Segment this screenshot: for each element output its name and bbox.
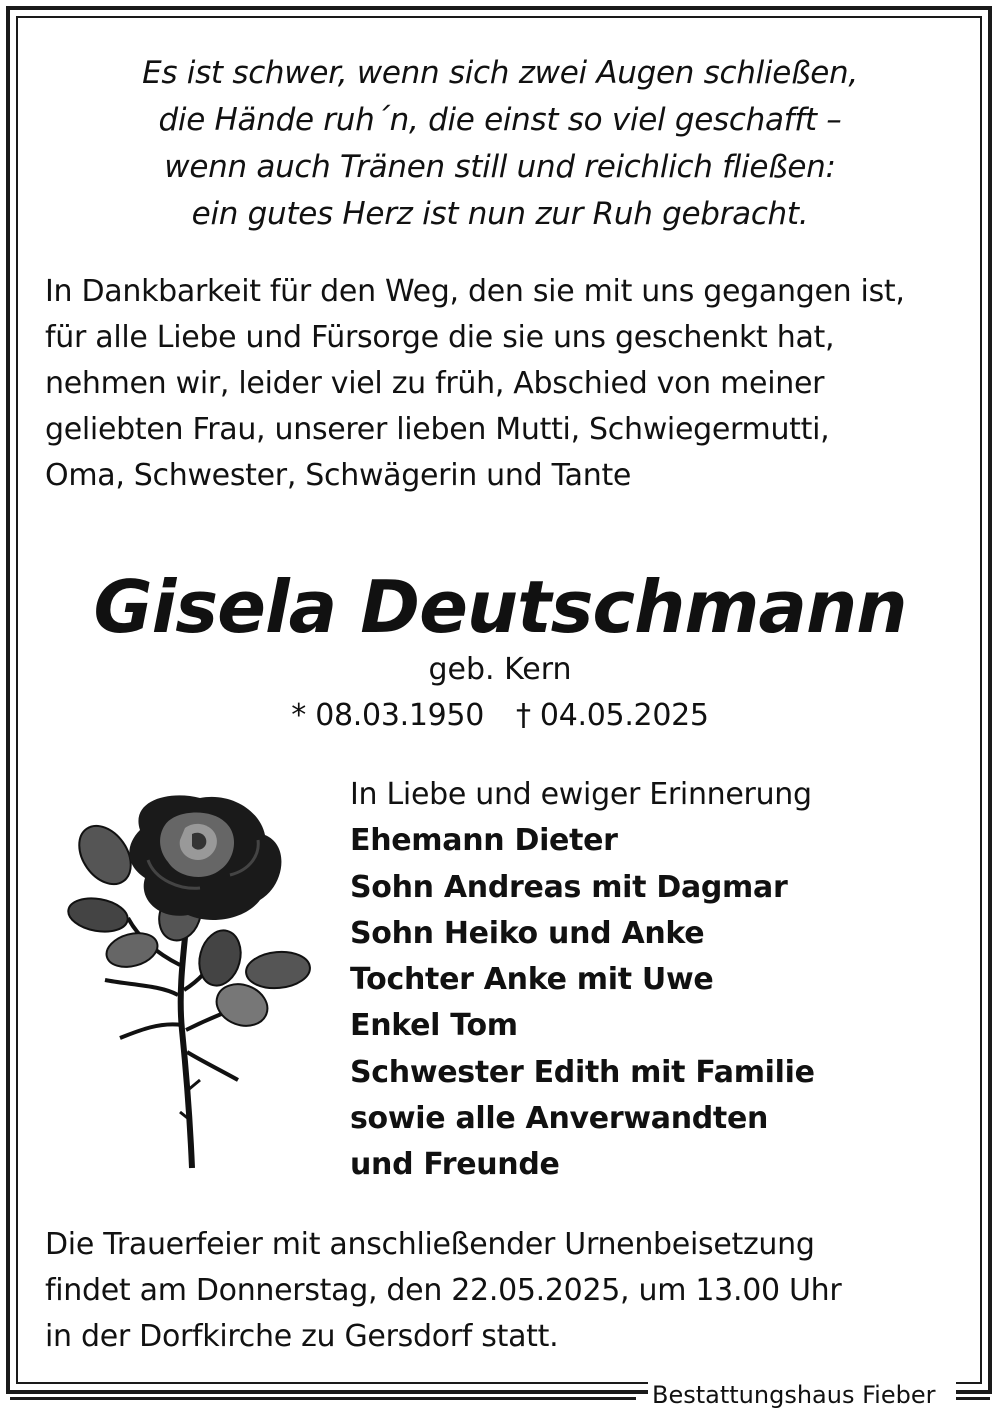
funeral-line: Die Trauerfeier mit anschließender Urnenbeisetzung	[45, 1227, 815, 1262]
funeral-info	[45, 1222, 965, 1360]
undertaker-name: Bestattungshaus Fieber	[648, 1378, 956, 1412]
intro-line: Oma, Schwester, Schwägerin und Tante	[45, 458, 632, 493]
mourners-list	[350, 772, 970, 1189]
death-date: † 04.05.2025	[516, 698, 709, 733]
mourner: sowie alle Anverwandten	[350, 1101, 769, 1137]
life-dates	[0, 694, 1000, 738]
funeral-line: findet am Donnerstag, den 22.05.2025, um 13.00 Uhr	[45, 1273, 842, 1308]
mourner: und Freunde	[350, 1147, 560, 1183]
deceased-name: Gisela Deutschmann	[93, 565, 907, 649]
mourners-lead: In Liebe und ewiger Erinnerung	[350, 777, 812, 812]
intro-line: für alle Liebe und Fürsorge die sie uns geschenkt hat,	[45, 320, 835, 355]
mourner: Schwester Edith mit Familie	[350, 1054, 815, 1090]
rose-icon	[60, 790, 320, 1180]
poem-line: wenn auch Tränen still und reichlich fließen:	[164, 149, 836, 185]
footer-rule-left	[0, 1388, 636, 1402]
footer-rule-right	[954, 1388, 990, 1402]
birth-date: * 08.03.1950	[291, 698, 484, 733]
intro-line: nehmen wir, leider viel zu früh, Abschied von meiner	[45, 366, 825, 401]
poem-line: ein gutes Herz ist nun zur Ruh gebracht.	[191, 196, 809, 232]
mourner: Ehemann Dieter	[350, 823, 618, 859]
mourner: Enkel Tom	[350, 1008, 518, 1044]
poem-line: Es ist schwer, wenn sich zwei Augen schließen,	[142, 55, 858, 91]
intro-line: In Dankbarkeit für den Weg, den sie mit uns gegangen ist,	[45, 274, 905, 309]
intro-text	[45, 269, 965, 499]
mourner: Sohn Heiko und Anke	[350, 915, 705, 951]
mourner: Tochter Anke mit Uwe	[350, 962, 714, 998]
mourner: Sohn Andreas mit Dagmar	[350, 869, 788, 905]
funeral-line: in der Dorfkirche zu Gersdorf statt.	[45, 1319, 559, 1354]
poem-line: die Hände ruh´n, die einst so viel geschafft –	[158, 102, 842, 138]
maiden-name: geb. Kern	[428, 652, 572, 687]
poem	[20, 50, 980, 238]
intro-line: geliebten Frau, unserer lieben Mutti, Schwiegermutti,	[45, 412, 830, 447]
